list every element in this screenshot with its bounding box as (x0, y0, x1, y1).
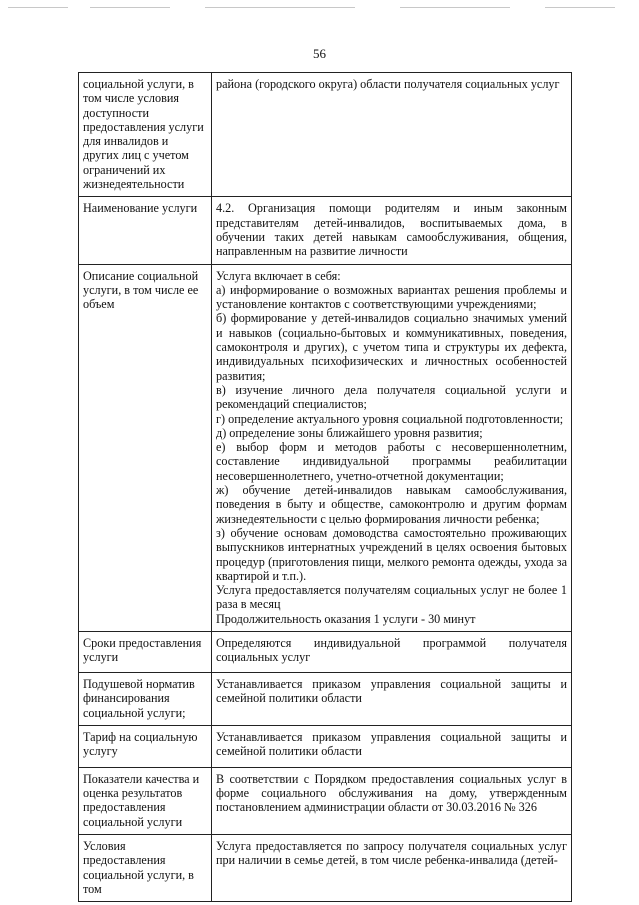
row-label: Показатели качества и оценка результатов предоставления социальной услуги (79, 767, 212, 834)
table-row (79, 767, 572, 834)
row-label: Подушевой норматив финансирования социальной услуги; (79, 672, 212, 725)
row-label: социальной услуги, в том числе условия доступности предоставления услуги для инвалидов и других лиц с учетом ограничений их жизнедеятельности (79, 73, 212, 197)
page-number: 56 (313, 46, 326, 61)
table-row (79, 672, 572, 725)
row-label: Условия предоставления социальной услуги, в том (79, 835, 212, 902)
table-row (79, 725, 572, 767)
row-value (212, 197, 572, 264)
value-line: Услуга включает в себя: (216, 268, 341, 283)
row-label: Наименование услуги (79, 197, 212, 264)
row-value (212, 264, 572, 631)
scan-edge-line (400, 7, 510, 8)
value-line: Услуга предоставляется получателям социальных услуг не более 1 раза в месяц (216, 583, 567, 612)
scan-edge-line (545, 7, 615, 8)
value-line: в) изучение личного дела получателя социальной услуги и рекомендаций специалистов; (216, 382, 567, 412)
row-value (212, 631, 572, 672)
service-description-table (78, 72, 572, 902)
value-line: района (городского округа) области получателя социальных услуг (216, 77, 560, 91)
row-value (212, 725, 572, 767)
table-row (79, 197, 572, 264)
table-row (79, 631, 572, 672)
value-line: а) информирование о возможных вариантах решения проблемы и установление контактов с соответствующими учреждениями; (216, 282, 567, 312)
row-value (212, 73, 572, 197)
table-row (79, 73, 572, 197)
value-line: Определяются индивидуальной программой получателя социальных услуг (216, 635, 567, 665)
value-line: д) определение зоны ближайшего уровня развития; (216, 425, 483, 440)
value-line: е) выбор форм и методов работы с несовершеннолетним, составление индивидуальной программы реабилитации несовершеннолетнего, учетно-отчетной документации; (216, 440, 567, 483)
row-label: Описание социальной услуги, в том числе ее объем (79, 264, 212, 631)
value-line: Устанавливается приказом управления социальной защиты и семейной политики области (216, 729, 567, 759)
value-line: Устанавливается приказом управления социальной защиты и семейной политики области (216, 676, 567, 706)
table-row (79, 835, 572, 902)
scan-edge-line (8, 7, 68, 8)
row-value (212, 767, 572, 834)
scan-edge-line (205, 7, 355, 8)
value-line: ж) обучение детей-инвалидов навыкам самообслуживания, поведения в быту и обществе, самоконтролю и другим формам жизнедеятельности с целью формирования личности ребенка; (216, 483, 567, 526)
value-line: 4.2. Организация помощи родителям и иным законным представителям детей-инвалидов, воспитываемых дома, в обучении таких детей навыкам самообслуживания, общения, направленным на развитие личности (216, 201, 567, 259)
value-line: Услуга предоставляется по запросу получателя социальных услуг при наличии в семье детей, в том числе ребенка-инвалида (детей- (216, 839, 567, 868)
scan-edge-line (90, 7, 170, 8)
row-label: Сроки предоставления услуги (79, 631, 212, 672)
row-value (212, 835, 572, 902)
value-line: В соответствии с Порядком предоставления социальных услуг в форме социального обслуживания на дому, утвержденным постановлением администрации области от 30.03.2016 № 326 (216, 771, 567, 815)
value-line: з) обучение основам домоводства самостоятельно проживающих выпускников интернатных учреждений в целях освоения бытовых процедур (приготовления пищи, мелкого ремонта одежды, ухода за квартирой и т.п.). (216, 525, 567, 583)
row-label: Тариф на социальную услугу (79, 725, 212, 767)
value-line: г) определение актуального уровня социальной подготовленности; (216, 411, 564, 426)
table-row (79, 264, 572, 631)
row-value (212, 672, 572, 725)
value-line: Продолжительность оказания 1 услуги - 30 минут (216, 611, 476, 626)
value-line: б) формирование у детей-инвалидов социально значимых умений и навыков (социально-бытовых и коммуникативных, поведения, самоконтроля и других), с учетом типа и структуры их дефекта, индивидуальных психофизических и личностных особенностей развития; (216, 311, 567, 383)
